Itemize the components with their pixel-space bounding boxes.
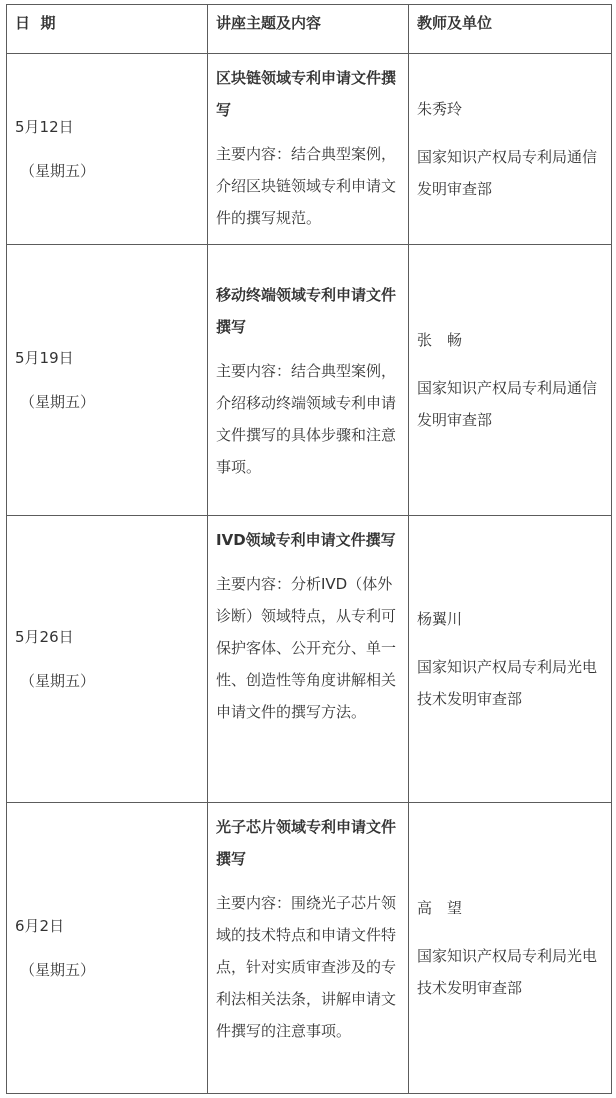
lecture-title: 移动终端领域专利申请文件撰写: [216, 286, 397, 336]
lecture-schedule-table: [6, 4, 612, 1094]
teacher-organization: 国家知识产权局专利局通信发明审查部: [417, 148, 598, 198]
header-topic-label: 讲座主题及内容: [216, 14, 322, 32]
lecture-title: 区块链领域专利申请文件撰写: [216, 69, 397, 119]
date-cell: [7, 245, 208, 516]
lecture-description: 主要内容：围绕光子芯片领域的技术特点和申请文件特点，针对实质审查涉及的专利法相关法条，讲解申请文件撰写的注意事项。: [216, 894, 397, 1040]
lecture-weekday: （星期五）: [20, 961, 96, 979]
teacher-name: 高 望: [417, 899, 463, 917]
date-cell: [7, 803, 208, 1094]
header-teacher: [409, 5, 612, 54]
lecture-description: 主要内容：结合典型案例，介绍移动终端领域专利申请文件撰写的具体步骤和注意事项。: [216, 362, 397, 476]
topic-cell: [208, 803, 409, 1094]
lecture-description: 主要内容：分析IVD（体外诊断）领域特点，从专利可保护客体、公开充分、单一性、创造性等角度讲解相关申请文件的撰写方法。: [216, 575, 397, 721]
topic-cell: [208, 245, 409, 516]
teacher-name: 张 畅: [417, 331, 463, 349]
lecture-date: 5月19日: [15, 349, 74, 367]
teacher-organization: 国家知识产权局专利局通信发明审查部: [417, 379, 598, 429]
table-row: [7, 803, 612, 1094]
header-topic: [208, 5, 409, 54]
lecture-date: 5月26日: [15, 628, 74, 646]
lecture-weekday: （星期五）: [20, 672, 96, 690]
lecture-title: IVD领域专利申请文件撰写: [216, 531, 396, 549]
teacher-cell: [409, 516, 612, 803]
topic-cell: [208, 54, 409, 245]
lecture-title: 光子芯片领域专利申请文件撰写: [216, 818, 397, 868]
header-teacher-label: 教师及单位: [417, 14, 493, 32]
header-date: [7, 5, 208, 54]
teacher-name: 朱秀玲: [417, 100, 463, 118]
topic-cell: [208, 516, 409, 803]
header-date-label: 日 期: [15, 14, 56, 32]
teacher-name: 杨翼川: [417, 610, 463, 628]
lecture-date: 6月2日: [15, 917, 65, 935]
teacher-organization: 国家知识产权局专利局光电技术发明审查部: [417, 947, 598, 997]
lecture-weekday: （星期五）: [20, 393, 96, 411]
teacher-cell: [409, 245, 612, 516]
teacher-cell: [409, 54, 612, 245]
lecture-date: 5月12日: [15, 118, 74, 136]
table-header-row: [7, 5, 612, 54]
teacher-cell: [409, 803, 612, 1094]
table-row: [7, 245, 612, 516]
date-cell: [7, 54, 208, 245]
table-row: [7, 516, 612, 803]
lecture-weekday: （星期五）: [20, 162, 96, 180]
table-row: [7, 54, 612, 245]
teacher-organization: 国家知识产权局专利局光电技术发明审查部: [417, 658, 598, 708]
date-cell: [7, 516, 208, 803]
lecture-description: 主要内容：结合典型案例，介绍区块链领域专利申请文件的撰写规范。: [216, 145, 397, 227]
